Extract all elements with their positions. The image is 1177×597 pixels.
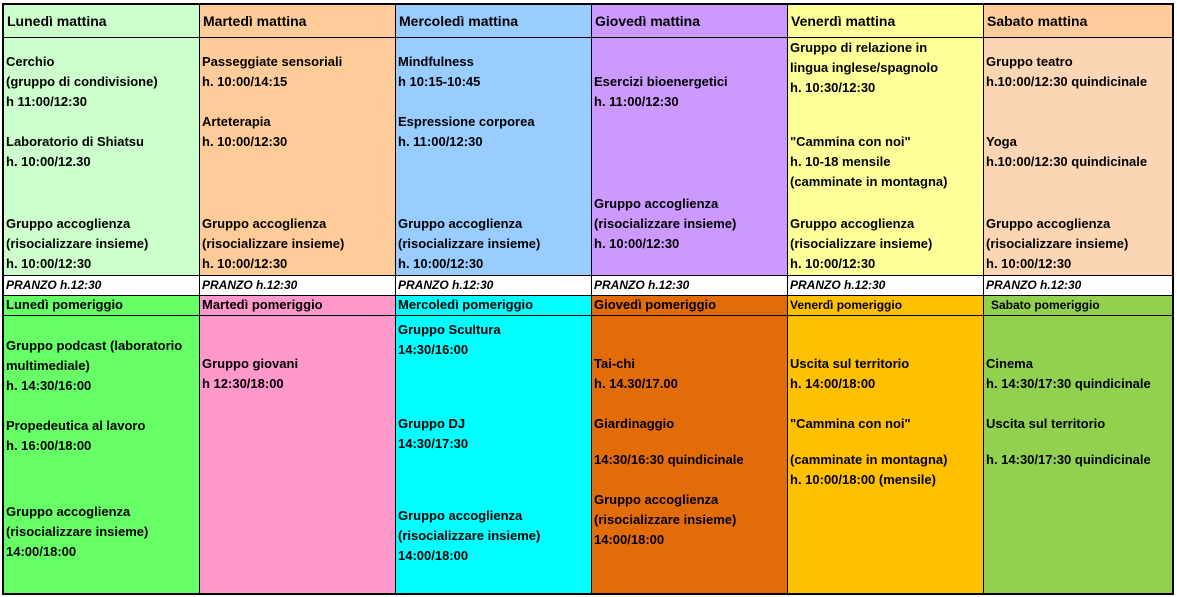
- activity-title: Gruppo giovani: [202, 356, 299, 371]
- activity-title: Gruppo accoglienza: [202, 216, 327, 231]
- cell-mercoledi-mattina: [396, 38, 592, 276]
- header-sabato-mattina: Sabato mattina: [984, 5, 1172, 38]
- activity-time: h. 14:30/16:00: [6, 378, 92, 393]
- activity-time: h. 11:00/12:30: [398, 134, 483, 149]
- activity-title: Cinema: [986, 356, 1033, 371]
- cell-giovedi-pomeriggio: [592, 316, 788, 593]
- activity-time: h.10:00/12:30 quindicinale: [986, 74, 1148, 89]
- activity-time: h. 10:00/18:00 (mensile): [790, 472, 936, 487]
- activity-detail: (risocializzare insieme): [6, 236, 149, 251]
- activity-title: Giardinaggio: [594, 416, 675, 431]
- header-martedi-mattina: Martedì mattina: [200, 5, 396, 38]
- activity-title: Yoga: [986, 134, 1017, 149]
- pranzo-venerdi: PRANZO h.12:30: [788, 276, 984, 296]
- cell-lunedi-mattina: [4, 38, 200, 276]
- activity-time: h. 10-18 mensile: [790, 154, 891, 169]
- activity-title: Gruppo DJ: [398, 416, 466, 431]
- activity-time: h.10:00/12:30 quindicinale: [986, 154, 1148, 169]
- activity-time: 14:30/16:00: [398, 342, 469, 357]
- cell-giovedi-mattina: [592, 38, 788, 276]
- header-lunedi-mattina: Lunedì mattina: [4, 5, 200, 38]
- activity-title: Gruppo accoglienza: [398, 508, 523, 523]
- activity-title: Cerchio: [6, 54, 55, 69]
- activity-title: Esercizi bioenergetici: [594, 74, 728, 89]
- activity-title: Gruppo accoglienza: [594, 492, 719, 507]
- activity-detail: (gruppo di condivisione): [6, 74, 158, 89]
- activity-time: h. 10:30/12:30: [790, 80, 876, 95]
- activity-time: h 10:15-10:45: [398, 74, 481, 89]
- header-venerdi-mattina: Venerdì mattina: [788, 5, 984, 38]
- header-martedi-pomeriggio: Martedì pomeriggio: [200, 296, 396, 316]
- activity-title: Gruppo accoglienza: [594, 196, 719, 211]
- activity-time: 14:00/18:00: [6, 544, 77, 559]
- activity-title: Gruppo accoglienza: [6, 216, 131, 231]
- cell-martedi-pomeriggio: [200, 316, 396, 593]
- activity-time: 14:30/17:30: [398, 436, 469, 451]
- header-sabato-pomeriggio: Sabato pomeriggio: [984, 296, 1172, 316]
- activity-detail: (risocializzare insieme): [594, 512, 737, 527]
- cell-lunedi-pomeriggio: [4, 316, 200, 593]
- pranzo-martedi: PRANZO h.12:30: [200, 276, 396, 296]
- activity-time: h. 14:00/18:00: [790, 376, 876, 391]
- activity-time: h. 10:00/14:15: [202, 74, 288, 89]
- activity-time: 14:00/18:00: [398, 548, 469, 563]
- activity-time: h. 14:30/17:30 quindicinale: [986, 452, 1151, 467]
- header-giovedi-pomeriggio: Giovedì pomeriggio: [592, 296, 788, 316]
- cell-venerdi-mattina: [788, 38, 984, 276]
- activity-title: Gruppo di relazione in: [790, 40, 928, 55]
- activity-detail: (risocializzare insieme): [398, 528, 541, 543]
- activity-title: Gruppo accoglienza: [790, 216, 915, 231]
- activity-title: Gruppo Scultura: [398, 322, 501, 337]
- activity-time: h. 14.30/17.00: [594, 376, 678, 391]
- activity-title: Passeggiate sensoriali: [202, 54, 343, 69]
- activity-title: "Cammina con noi": [790, 416, 911, 431]
- cell-venerdi-pomeriggio: [788, 316, 984, 593]
- activity-time: h. 14:30/17:30 quindicinale: [986, 376, 1151, 391]
- activity-title: Gruppo accoglienza: [986, 216, 1111, 231]
- activity-title: Gruppo accoglienza: [398, 216, 523, 231]
- activity-title: Arteterapia: [202, 114, 271, 129]
- header-lunedi-pomeriggio: Lunedì pomeriggio: [4, 296, 200, 316]
- header-mercoledi-mattina: Mercoledì mattina: [396, 5, 592, 38]
- activity-time: h. 10:00/12:30: [594, 236, 680, 251]
- activity-title: Uscita sul territorio: [986, 416, 1106, 431]
- activity-time: 14:00/18:00: [594, 532, 665, 547]
- activity-title: Propedeutica al lavoro: [6, 418, 146, 433]
- weekly-schedule-table: [2, 3, 1174, 595]
- activity-time: h 12:30/18:00: [202, 376, 284, 391]
- header-mercoledi-pomeriggio: Mercoledì pomeriggio: [396, 296, 592, 316]
- activity-time: h. 10:00/12:30: [202, 134, 288, 149]
- header-giovedi-mattina: Giovedì mattina: [592, 5, 788, 38]
- activity-detail: (risocializzare insieme): [398, 236, 541, 251]
- activity-detail: (risocializzare insieme): [790, 236, 933, 251]
- activity-title: Tai-chi: [594, 356, 635, 371]
- activity-title: Espressione corporea: [398, 114, 535, 129]
- cell-mercoledi-pomeriggio: [396, 316, 592, 593]
- activity-title: Gruppo accoglienza: [6, 504, 131, 519]
- activity-detail: lingua inglese/spagnolo: [790, 60, 939, 75]
- activity-time: h. 11:00/12:30: [594, 94, 679, 109]
- cell-sabato-mattina: [984, 38, 1172, 276]
- activity-title: Gruppo teatro: [986, 54, 1073, 69]
- activity-detail: (camminate in montagna): [790, 452, 948, 467]
- activity-title: Uscita sul territorio: [790, 356, 910, 371]
- cell-sabato-pomeriggio: [984, 316, 1172, 593]
- activity-time: h. 10:00/12:30: [790, 256, 876, 271]
- activity-time: h. 10:00/12:30: [986, 256, 1072, 271]
- activity-title: "Cammina con noi": [790, 134, 911, 149]
- activity-time: h. 16:00/18:00: [6, 438, 92, 453]
- activity-detail: (camminate in montagna): [790, 174, 948, 189]
- activity-time: h. 10:00/12:30: [202, 256, 288, 271]
- header-venerdi-pomeriggio: Venerdì pomeriggio: [788, 296, 984, 316]
- activity-detail: (risocializzare insieme): [986, 236, 1129, 251]
- activity-detail: (risocializzare insieme): [202, 236, 345, 251]
- activity-time: h 11:00/12:30: [6, 94, 87, 109]
- pranzo-sabato: PRANZO h.12:30: [984, 276, 1172, 296]
- activity-time: h. 10:00/12:30: [6, 256, 92, 271]
- activity-time: h. 10:00/12:30: [398, 256, 484, 271]
- pranzo-lunedi: PRANZO h.12:30: [4, 276, 200, 296]
- pranzo-mercoledi: PRANZO h.12:30: [396, 276, 592, 296]
- activity-detail: multimediale): [6, 358, 90, 373]
- pranzo-giovedi: PRANZO h.12:30: [592, 276, 788, 296]
- activity-detail: (risocializzare insieme): [6, 524, 149, 539]
- activity-time: h. 10:00/12.30: [6, 154, 91, 169]
- activity-time: 14:30/16:30 quindicinale: [594, 452, 744, 467]
- activity-title: Gruppo podcast (laboratorio: [6, 338, 183, 353]
- cell-martedi-mattina: [200, 38, 396, 276]
- activity-title: Mindfulness: [398, 54, 474, 69]
- activity-title: Laboratorio di Shiatsu: [6, 134, 144, 149]
- activity-detail: (risocializzare insieme): [594, 216, 737, 231]
